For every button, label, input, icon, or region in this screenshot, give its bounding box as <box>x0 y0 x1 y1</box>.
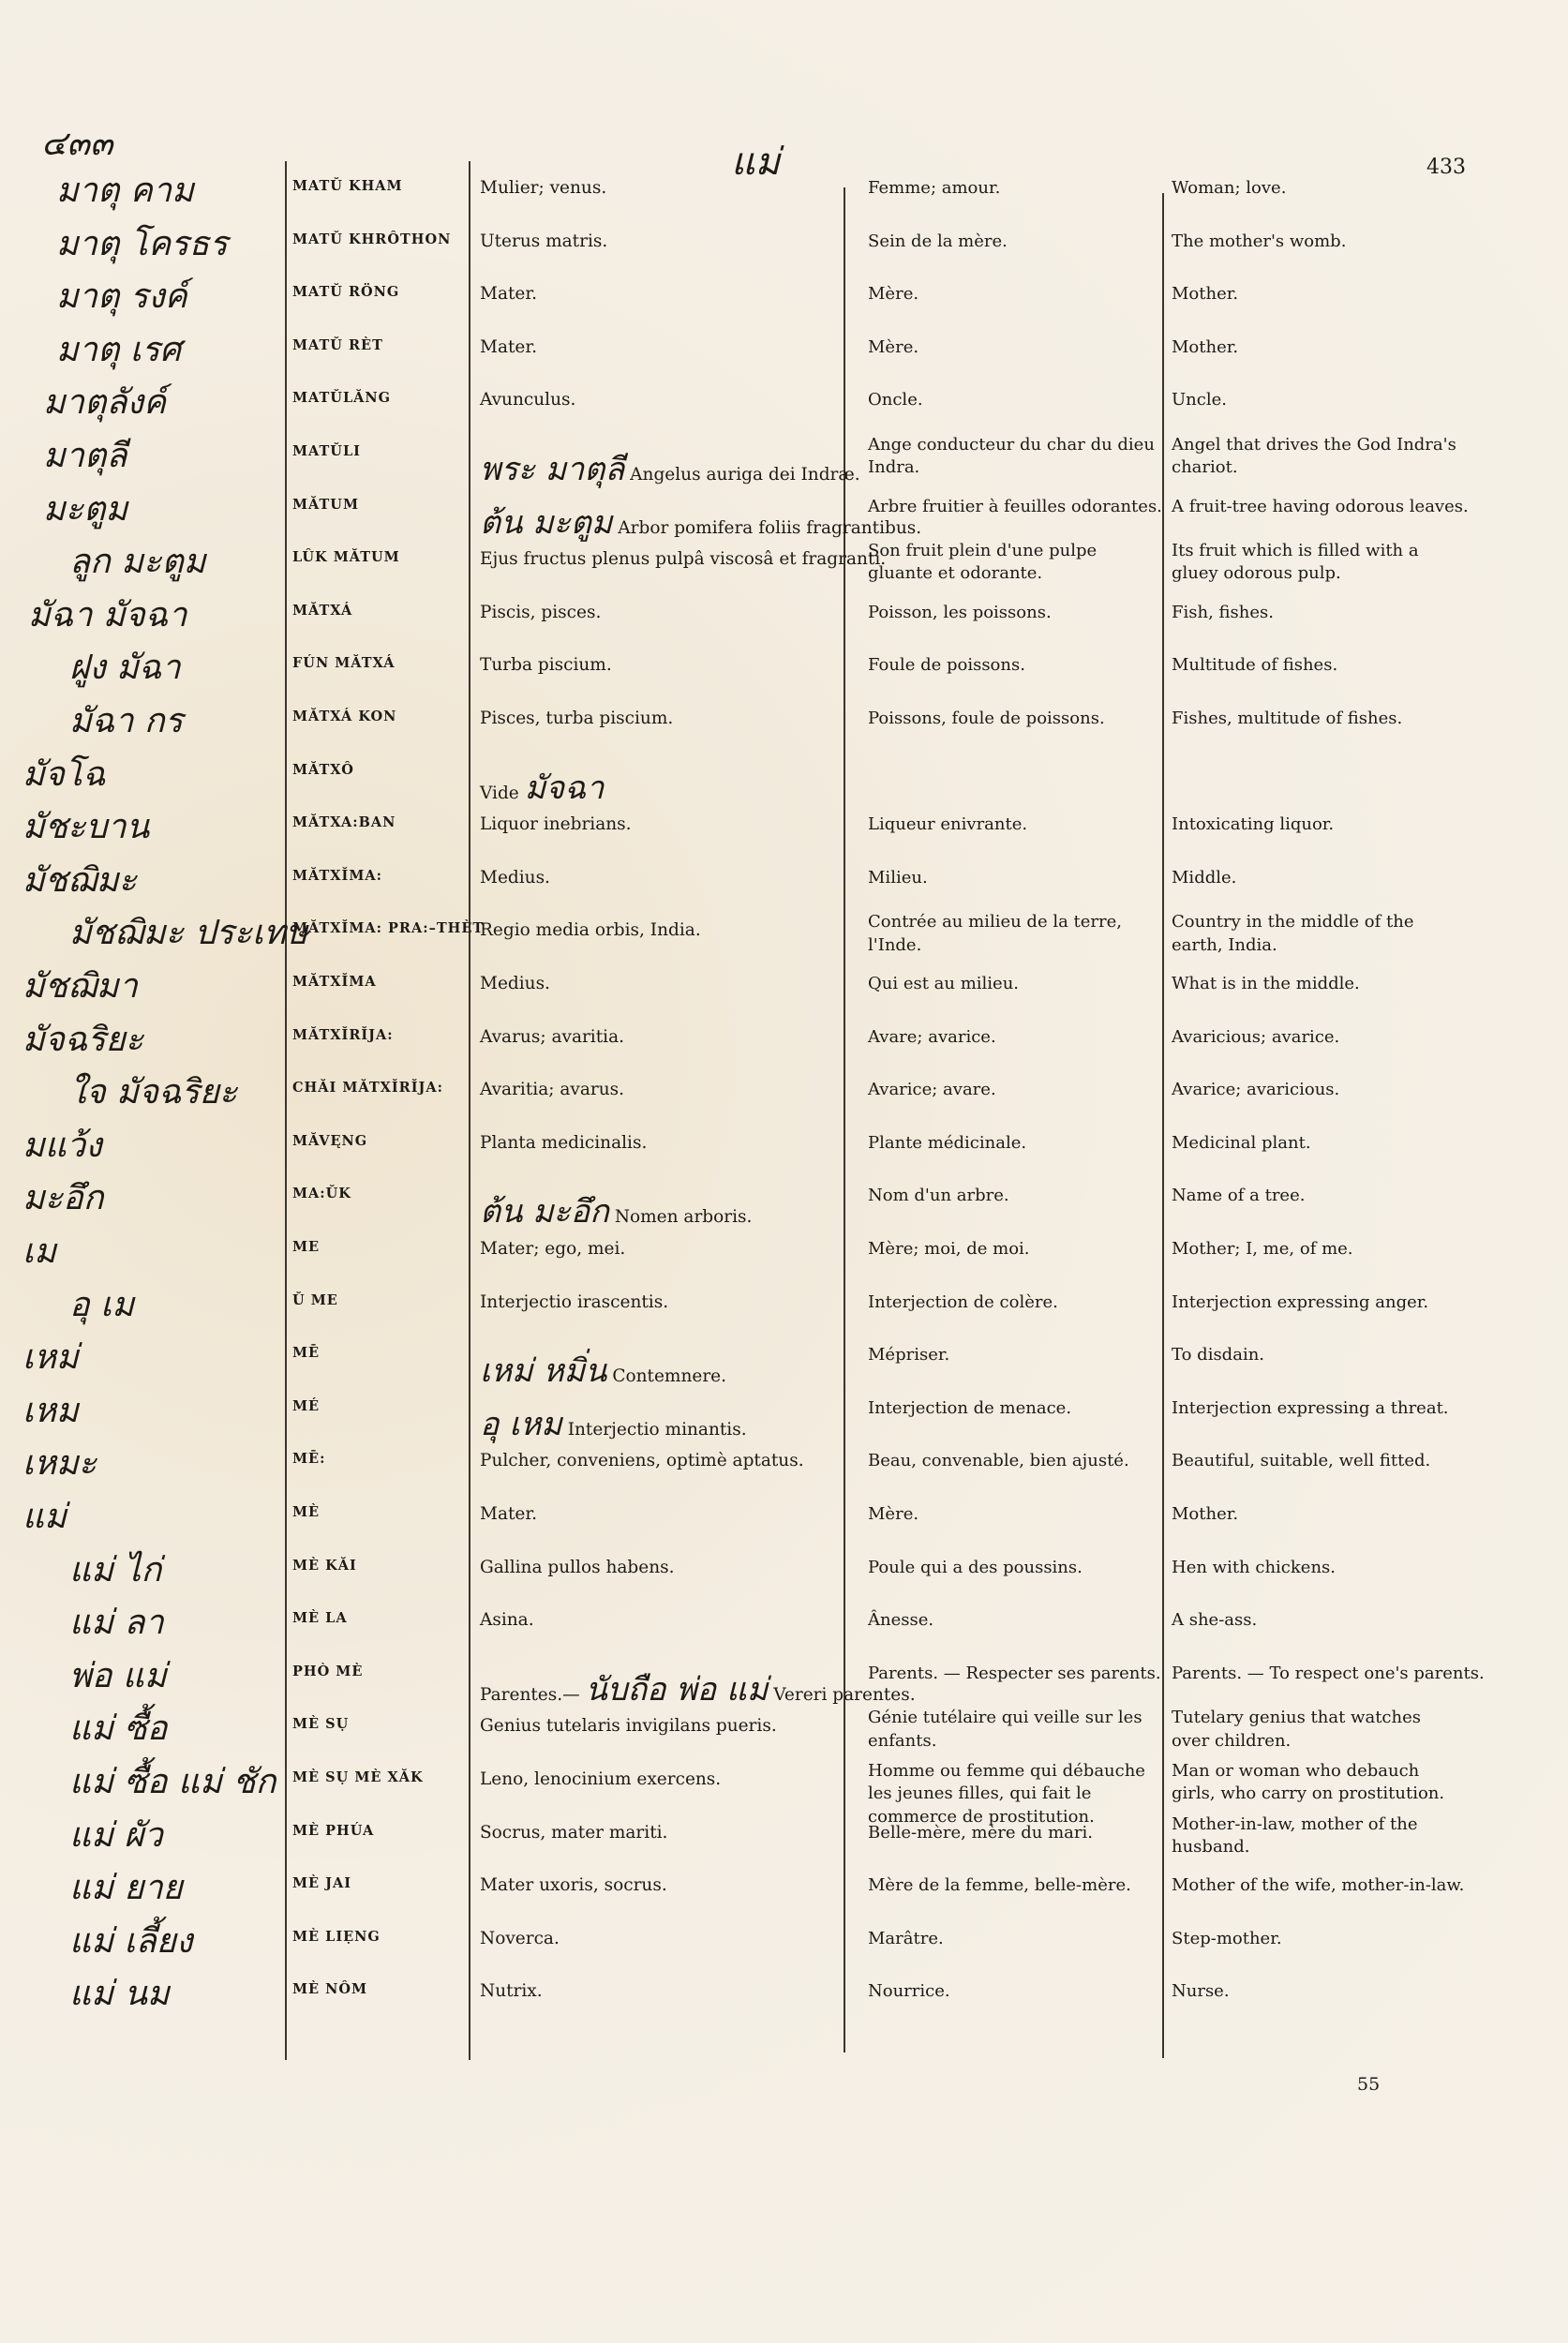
thai-headword: แม่ ยาย <box>69 1869 183 1908</box>
thai-headword: มัชะบาน <box>22 808 150 847</box>
english-definition: Its fruit which is filled with a gluey odorous pulp. <box>1172 541 1419 584</box>
french-definition: Poisson, les poissons. <box>868 602 1052 622</box>
transliteration: MĂTXĬMA <box>292 974 377 990</box>
latin-text: Interjectio minantis. <box>567 1419 747 1440</box>
latin-thai-phrase: นับถือ พ่อ แม่ <box>585 1670 769 1709</box>
latin-definition <box>480 337 537 357</box>
thai-headword: เหมะ <box>22 1444 97 1484</box>
thai-headword: มัชฌิมะ ประเทษ <box>69 914 308 953</box>
thai-headword: แม่ ซื้อ แม่ ชัก <box>69 1763 276 1801</box>
dictionary-entry <box>0 1281 1568 1334</box>
transliteration: MA:ŬK <box>292 1186 351 1202</box>
transliteration: MATŬLI <box>292 443 361 459</box>
dictionary-entry <box>0 1652 1568 1709</box>
dictionary-entry <box>0 1068 1568 1121</box>
latin-definition <box>480 1769 721 1789</box>
english-definition: A fruit-tree having odorous leaves. <box>1172 496 1469 516</box>
latin-definition <box>480 1080 624 1099</box>
thai-headword: ใจ มัจฉริยะ <box>69 1073 238 1112</box>
thai-headword: มัฉา กร <box>69 702 184 740</box>
transliteration: MÈ SỤ MÈ XĂK <box>292 1769 424 1785</box>
dictionary-entry <box>0 1440 1568 1492</box>
english-definition: Fishes, multitude of fishes. <box>1172 709 1403 728</box>
english-definition: Beautiful, suitable, well fitted. <box>1172 1451 1431 1471</box>
latin-thai-phrase: พระ มาตุลี <box>480 451 625 488</box>
latin-definition <box>480 1451 804 1470</box>
latin-text: Ejus fructus plenus pulpâ viscosâ et fragranti. <box>480 549 887 570</box>
latin-text: Mater. <box>480 336 538 357</box>
thai-headword: มาตุลังค์ <box>43 383 167 423</box>
dictionary-entry <box>0 1546 1568 1599</box>
transliteration: PHÒ MÈ <box>292 1663 364 1679</box>
thai-headword: เหม่ <box>22 1338 79 1378</box>
dictionary-entry <box>0 1705 1568 1757</box>
latin-text: Contemnere. <box>612 1366 726 1387</box>
latin-text: Mater. <box>480 284 538 305</box>
transliteration: MĒ <box>292 1345 321 1362</box>
french-definition: Mère de la femme, belle-mère. <box>868 1875 1131 1896</box>
latin-definition <box>480 390 575 410</box>
french-definition: Ânesse. <box>868 1610 934 1631</box>
dictionary-entry <box>0 644 1568 696</box>
latin-text: Arbor pomifera foliis fragrantibus. <box>618 517 922 538</box>
thai-headword: มัจโฉ <box>22 754 106 794</box>
latin-definition <box>480 1823 667 1843</box>
dictionary-entry <box>0 909 1568 962</box>
transliteration: MÈ <box>292 1504 321 1520</box>
transliteration: MÈ NÔM <box>292 1981 368 1998</box>
latin-text: Pisces, turba piscium. <box>480 709 674 728</box>
latin-text: Medius. <box>480 974 550 993</box>
latin-definition <box>480 549 886 569</box>
dictionary-entry <box>0 963 1568 1015</box>
latin-text: Leno, lenocinium exercens. <box>480 1769 722 1789</box>
dictionary-entry <box>0 751 1568 807</box>
latin-definition <box>480 1558 675 1577</box>
thai-headword: มาตุ คาม <box>56 172 194 210</box>
dictionary-entry <box>0 220 1568 273</box>
thai-headword: มัชฌิมะ <box>22 860 137 900</box>
latin-text: Uterus matris. <box>480 231 608 251</box>
transliteration: MÈ PHÚA <box>292 1822 375 1839</box>
thai-headword: อุ เม <box>69 1285 135 1324</box>
latin-definition <box>480 284 537 304</box>
french-definition: Belle-mère, mère du mari. <box>868 1822 1093 1843</box>
english-definition: Name of a tree. <box>1172 1186 1306 1206</box>
latin-text: Mulier; venus. <box>480 178 607 198</box>
thai-headword: มัชฌิมา <box>22 967 138 1006</box>
latin-thai-phrase: เหม่ หมิ่น <box>480 1352 607 1391</box>
thai-headword: ฝูง มัฉา <box>69 649 181 688</box>
dictionary-entry <box>0 1812 1568 1864</box>
french-definition: Foule de poissons. <box>868 655 1025 676</box>
latin-text: Piscis, pisces. <box>480 602 602 622</box>
french-definition: Avare; avarice. <box>868 1026 996 1047</box>
running-headword: แม่ <box>731 141 781 184</box>
latin-text: Vereri parentes. <box>773 1684 916 1705</box>
thai-page-number: ๔๓๓ <box>41 125 113 163</box>
latin-text: Asina. <box>480 1610 534 1631</box>
french-definition: Mère. <box>868 336 919 357</box>
english-definition: A she-ass. <box>1172 1610 1258 1631</box>
transliteration: MÈ SỤ <box>292 1716 350 1733</box>
thai-headword: เหม <box>22 1391 79 1430</box>
latin-text: Interjectio irascentis. <box>480 1291 669 1312</box>
latin-thai-phrase: มัจฉา <box>524 769 605 807</box>
transliteration: MĂTXA:BAN <box>292 814 396 831</box>
dictionary-entry <box>0 803 1568 856</box>
dictionary-entry <box>0 1758 1568 1827</box>
latin-text: Angelus auriga dei Indræ. <box>630 465 860 485</box>
english-definition: What is in the middle. <box>1172 974 1360 993</box>
thai-headword: แม่ นม <box>69 1975 170 2014</box>
transliteration: MĂTXÔ <box>292 761 354 778</box>
latin-text: Turba piscium. <box>480 655 612 676</box>
french-definition: Avarice; avare. <box>868 1080 996 1100</box>
french-definition: Contrée au milieu de la terre, l'Inde. <box>868 912 1122 955</box>
thai-headword: มะตูม <box>43 489 128 529</box>
french-definition: Marâtre. <box>868 1928 944 1948</box>
french-definition: Mère. <box>868 1504 919 1524</box>
french-definition: Interjection de menace. <box>868 1397 1072 1418</box>
thai-headword: เม <box>22 1232 57 1271</box>
transliteration: MĂTXÁ KON <box>292 709 397 724</box>
latin-text: Avaritia; avarus. <box>480 1080 624 1100</box>
thai-headword: มาตุ โครธร <box>56 224 228 263</box>
dictionary-entry <box>0 1599 1568 1651</box>
dictionary-entry <box>0 1016 1568 1068</box>
dictionary-entry <box>0 432 1568 488</box>
transliteration: MATŬ KHAM <box>292 178 403 194</box>
transliteration: MATŬLĂNG <box>292 390 392 407</box>
french-definition: Sein de la mère. <box>868 231 1008 251</box>
latin-definition <box>480 1875 667 1895</box>
french-definition: Génie tutélaire qui veille sur les enfants. <box>868 1708 1142 1751</box>
french-definition: Liqueur enivrante. <box>868 814 1028 835</box>
dictionary-entry <box>0 1122 1568 1174</box>
english-definition: Mother-in-law, mother of the husband. <box>1172 1813 1418 1857</box>
dictionary-entry <box>0 1334 1568 1391</box>
dictionary-entry <box>0 1493 1568 1545</box>
dictionary-entry <box>0 1970 1568 2022</box>
latin-text: Pulcher, conveniens, optimè aptatus. <box>480 1451 804 1471</box>
french-definition: Nourrice. <box>868 1981 950 2002</box>
french-definition: Femme; amour. <box>868 178 1001 198</box>
french-definition: Beau, convenable, bien ajusté. <box>868 1451 1129 1471</box>
english-definition: Fish, fishes. <box>1172 602 1274 622</box>
latin-text: Mater; ego, mei. <box>480 1239 626 1259</box>
english-definition: Avaricious; avarice. <box>1172 1026 1340 1047</box>
latin-definition <box>480 709 673 728</box>
thai-headword: มาตุ เรศ <box>56 330 182 369</box>
french-definition: Arbre fruitier à feuilles odorantes. <box>868 496 1162 516</box>
transliteration: MATŬ RÖNG <box>292 284 400 301</box>
transliteration: MĂTXĬMA: <box>292 867 382 884</box>
transliteration: MĒ: <box>292 1451 326 1468</box>
thai-headword: แม่ <box>22 1498 67 1536</box>
dictionary-entry <box>0 1387 1568 1443</box>
latin-definition <box>480 1610 534 1630</box>
english-definition: Angel that drives the God Indra's chariot. <box>1172 435 1456 478</box>
transliteration: MATŬ KHRÔTHON <box>292 231 452 247</box>
latin-thai-phrase: ต้น มะตูม <box>480 503 613 542</box>
english-definition: Intoxicating liquor. <box>1172 814 1335 835</box>
french-definition: Milieu. <box>868 867 928 888</box>
latin-definition <box>480 868 550 888</box>
latin-definition <box>480 1239 625 1259</box>
thai-headword: มัฉา มัจฉา <box>28 595 187 634</box>
latin-definition <box>480 1292 668 1312</box>
french-definition: Mère; moi, de moi. <box>868 1239 1030 1259</box>
latin-definition <box>480 1981 543 2001</box>
transliteration: Ŭ ME <box>292 1291 338 1308</box>
thai-headword: แม่ ซื้อ <box>69 1709 168 1749</box>
latin-definition <box>480 1716 777 1736</box>
transliteration: MĂTXÁ <box>292 602 353 619</box>
english-definition: Mother. <box>1172 284 1239 305</box>
english-definition: Woman; love. <box>1172 178 1287 198</box>
english-definition: Interjection expressing a threat. <box>1172 1397 1449 1418</box>
english-definition: Interjection expressing anger. <box>1172 1291 1429 1312</box>
french-definition: Plante médicinale. <box>868 1132 1027 1153</box>
latin-text: Socrus, mater mariti. <box>480 1822 668 1843</box>
french-definition: Nom d'un arbre. <box>868 1186 1009 1206</box>
thai-headword: มัจฉริยะ <box>22 1020 144 1059</box>
latin-thai-phrase: ต้น มะอึก <box>480 1193 609 1231</box>
thai-headword: มแว้ง <box>22 1126 102 1165</box>
english-definition: Nurse. <box>1172 1981 1230 2002</box>
french-definition: Homme ou femme qui débauche les jeunes filles, qui fait le commerce de prostitution. <box>868 1761 1145 1827</box>
transliteration: MÈ JAI <box>292 1875 352 1892</box>
latin-text: Regio media orbis, India. <box>480 920 701 941</box>
english-definition: To disdain. <box>1172 1345 1265 1366</box>
dictionary-entry <box>0 591 1568 644</box>
thai-headword: แม่ ผัว <box>69 1815 163 1855</box>
latin-text: Avarus; avaritia. <box>480 1026 624 1047</box>
transliteration: MĂTXĬMA: PRA:–THÈT <box>292 920 485 937</box>
transliteration: MATŬ RÈT <box>292 336 383 353</box>
english-definition: Multitude of fishes. <box>1172 655 1338 676</box>
english-definition: Man or woman who debauch girls, who carry on prostitution. <box>1172 1761 1445 1804</box>
latin-definition <box>480 603 601 622</box>
latin-text: Nomen arboris. <box>614 1207 753 1228</box>
english-definition: Country in the middle of the earth, India. <box>1172 912 1414 955</box>
signature-number: 55 <box>1357 2074 1381 2095</box>
english-definition: Parents. — To respect one's parents. <box>1172 1663 1485 1683</box>
transliteration: MÈ LA <box>292 1610 348 1627</box>
thai-headword: มาตุลี <box>43 437 127 475</box>
latin-text: Noverca. <box>480 1928 560 1948</box>
latin-definition <box>480 814 632 834</box>
transliteration: CHĂI MĂTXĬRĬJA: <box>292 1080 443 1097</box>
dictionary-entry <box>0 857 1568 909</box>
french-definition: Son fruit plein d'une pulpe gluante et odorante. <box>868 541 1098 584</box>
english-definition: Mother. <box>1172 1504 1239 1524</box>
thai-headword: ลูก มะตูม <box>69 543 206 582</box>
thai-headword: แม่ ไก่ <box>69 1550 162 1589</box>
dictionary-entry <box>0 1228 1568 1280</box>
english-definition: Middle. <box>1172 867 1237 888</box>
english-definition: The mother's womb. <box>1172 231 1347 251</box>
latin-text: Medius. <box>480 867 550 888</box>
transliteration: ME <box>292 1239 321 1255</box>
latin-text: Nutrix. <box>480 1981 543 2002</box>
transliteration: MÈ LIẸNG <box>292 1928 381 1945</box>
french-definition: Ange conducteur du char du dieu Indra. <box>868 435 1155 478</box>
dictionary-entry <box>0 1918 1568 1970</box>
latin-text: Avunculus. <box>480 390 576 410</box>
english-definition: Avarice; avaricious. <box>1172 1080 1340 1100</box>
english-definition: Medicinal plant. <box>1172 1132 1311 1153</box>
latin-text: Parentes.— <box>480 1684 580 1705</box>
latin-text: Genius tutelaris invigilans pueris. <box>480 1716 777 1737</box>
latin-text: Mater uxoris, socrus. <box>480 1875 667 1896</box>
latin-thai-phrase: อุ เหม <box>480 1405 562 1443</box>
latin-definition <box>480 231 607 251</box>
dictionary-entry <box>0 485 1568 542</box>
english-definition: Hen with chickens. <box>1172 1557 1336 1577</box>
latin-definition <box>480 1133 647 1153</box>
latin-text: Planta medicinalis. <box>480 1132 648 1153</box>
thai-headword: มาตุ รงค์ <box>56 277 187 317</box>
french-definition: Oncle. <box>868 390 923 410</box>
transliteration: FÚN MĂTXÁ <box>292 655 396 672</box>
latin-definition <box>480 974 550 993</box>
thai-headword: แม่ ลา <box>69 1604 164 1643</box>
latin-definition <box>480 178 606 198</box>
dictionary-entry <box>0 697 1568 750</box>
transliteration: MÉ <box>292 1397 321 1414</box>
french-definition: Mépriser. <box>868 1345 950 1366</box>
transliteration: LÛK MĂTUM <box>292 549 400 566</box>
french-definition: Mère. <box>868 284 919 305</box>
transliteration: MĂVĘNG <box>292 1132 368 1149</box>
english-definition: Mother of the wife, mother-in-law. <box>1172 1875 1465 1896</box>
thai-headword: มะอึก <box>22 1179 104 1218</box>
french-definition: Poule qui a des poussins. <box>868 1557 1083 1577</box>
english-definition: Tutelary genius that watches over children. <box>1172 1708 1421 1751</box>
dictionary-entry <box>0 538 1568 590</box>
transliteration: MÈ KĂI <box>292 1557 357 1574</box>
english-definition: Uncle. <box>1172 390 1227 410</box>
dictionary-entry <box>0 379 1568 431</box>
transliteration: MĂTXĬRĬJA: <box>292 1026 394 1043</box>
english-definition: Mother. <box>1172 336 1239 357</box>
french-definition: Qui est au milieu. <box>868 974 1020 993</box>
latin-definition <box>480 1929 560 1948</box>
latin-definition <box>480 1027 624 1047</box>
french-definition: Parents. — Respecter ses parents. <box>868 1663 1161 1683</box>
transliteration: MĂTUM <box>292 496 359 513</box>
dictionary-entry <box>0 167 1568 219</box>
latin-text: Liquor inebrians. <box>480 814 632 835</box>
dictionary-entry <box>0 1864 1568 1917</box>
thai-headword: พ่อ แม่ <box>69 1656 167 1695</box>
page-number: 433 <box>1426 156 1466 179</box>
english-definition: Step-mother. <box>1172 1928 1282 1948</box>
latin-text: Gallina pullos habens. <box>480 1557 675 1577</box>
french-definition: Poissons, foule de poissons. <box>868 709 1105 728</box>
dictionary-entry <box>0 273 1568 325</box>
dictionary-entry <box>0 1174 1568 1231</box>
latin-definition <box>480 655 612 675</box>
french-definition: Interjection de colère. <box>868 1291 1058 1312</box>
english-definition: Mother; I, me, of me. <box>1172 1239 1353 1259</box>
latin-text: Vide <box>480 783 519 803</box>
latin-definition <box>480 920 701 940</box>
thai-headword: แม่ เลี้ยง <box>69 1921 193 1961</box>
latin-text: Mater. <box>480 1504 538 1524</box>
dictionary-entry <box>0 326 1568 379</box>
latin-definition <box>480 1504 537 1524</box>
